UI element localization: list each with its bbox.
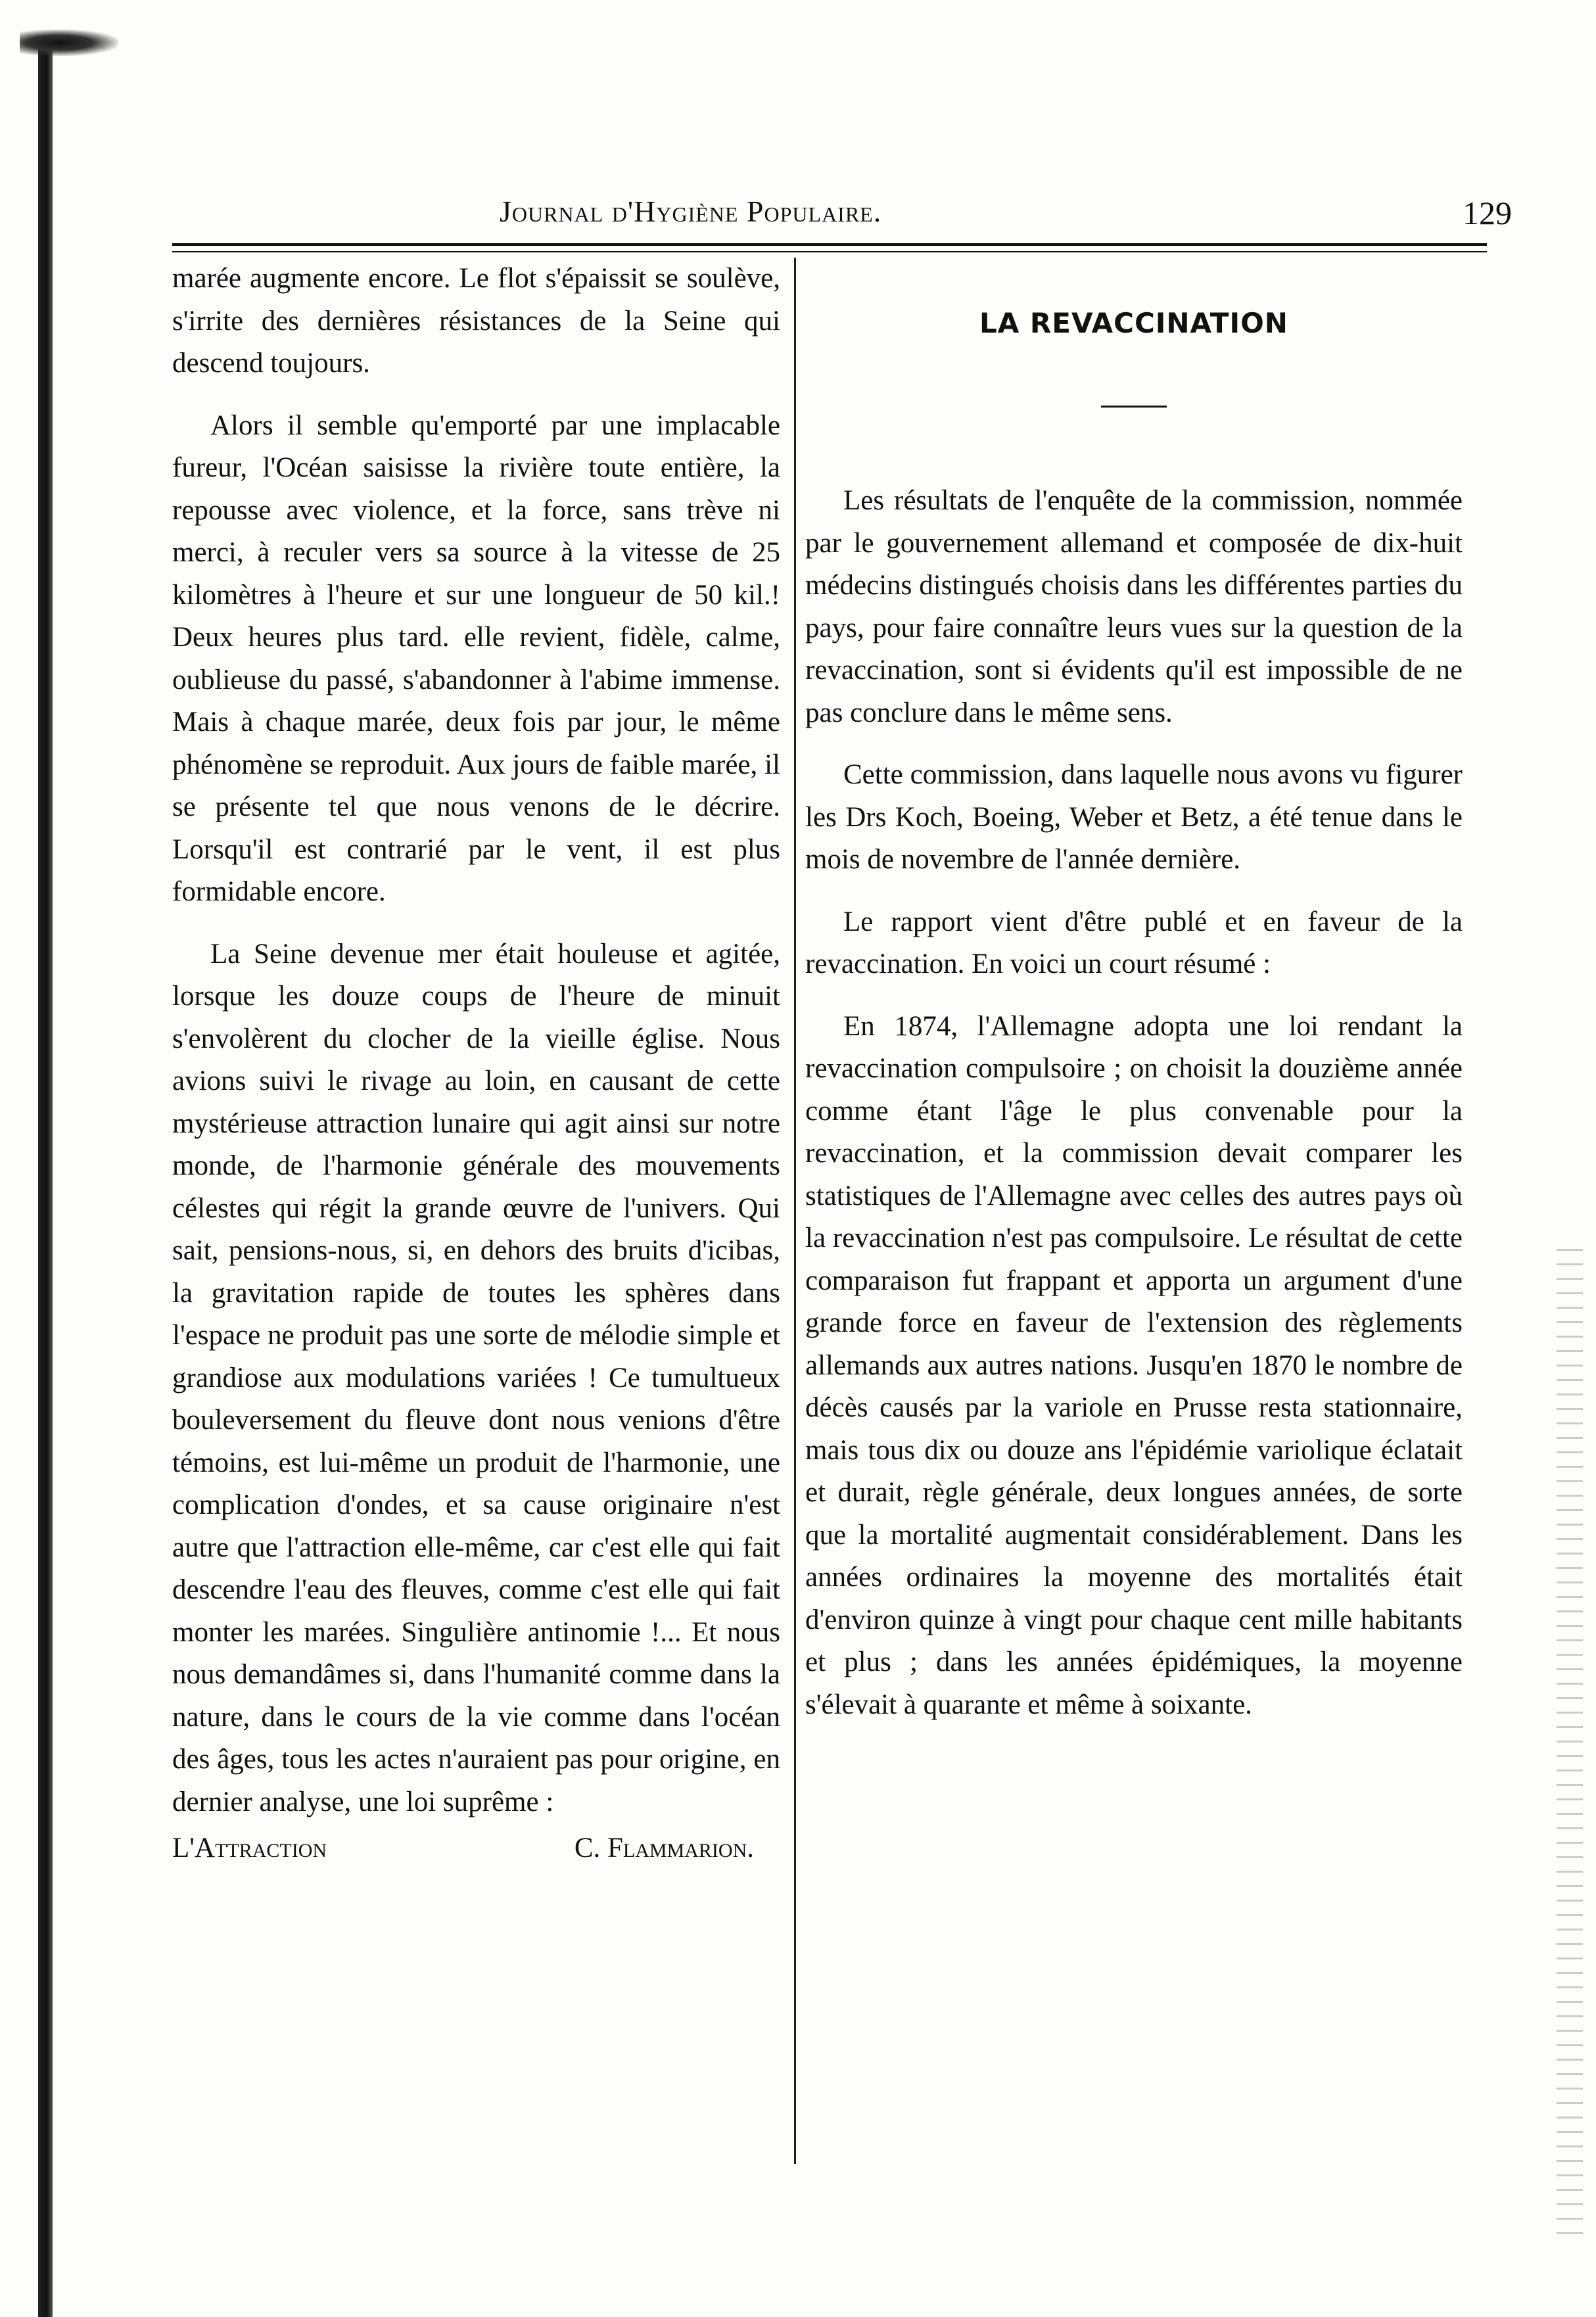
paragraph: Cette commission, dans laquelle nous avons vu figurer les Drs Koch, Boeing, Weber et Betz, a été tenue dans le mois de novembre de l'année dernière. — [805, 759, 1463, 875]
paragraph: Le rapport vient d'être publé et en faveur de la revaccination. En voici un court résumé : — [805, 906, 1463, 979]
signature-title: L'Attraction — [172, 1833, 327, 1863]
paragraph: La Seine devenue mer était houleuse et agitée, lorsque les douze coups de l'heure de minuit s'envolèrent du clocher de la vieille église. Nous avions suivi le rivage au loin, en causant de cette mystérieuse attraction lunaire qui agit ainsi sur notre monde, de l'harmonie générale des mouvements célestes qui régit la grande œuvre de l'univers. Qui sait, pensions-nous, si, en dehors des bruits d'icibas, la gravitation rapide de toutes les sphères dans l'espace ne produit pas une sorte de mélodie simple et grandiose aux modulations variées ! Ce tumultueux bouleversement du fleuve dont nous venions d'être témoins, est lui-même un produit de l'harmonie, une complication d'ondes, et sa cause originaire n'est autre que l'attraction elle-même, car c'est elle qui fait descendre l'eau des fleuves, comme c'est elle qui fait monter les marées. Singulière antinomie !... Et nous nous demandâmes si, dans l'humanité comme dans la nature, dans le cours de la vie comme dans l'océan des âges, tous les actes n'auraient pas pour origine, en dernier analyse, une loi suprême : — [172, 938, 780, 1817]
header-rule — [172, 243, 1487, 246]
page-number: 129 — [1463, 195, 1512, 231]
paragraph: Les résultats de l'enquête de la commission, nommée par le gouvernement allemand et composée de dix-huit médecins distingués choisis dans les différentes parties du pays, pour faire connaître leurs vues sur la question de la revaccination, sont si évidents qu'il est impossible de ne pas conclure dans le même sens. — [805, 485, 1463, 728]
signature-author: C. Flammarion. — [574, 1833, 754, 1863]
paragraph: Alors il semble qu'emporté par une implacable fureur, l'Océan saisisse la rivière toute entière, la repousse avec violence, et la force, sans trève ni merci, à reculer vers sa source à la vitesse de 25 kilomètres à l'heure et sur une longueur de 50 kil.! Deux heures plus tard. elle revient, fidèle, calme, oublieuse du passé, s'abandonner à l'abime immense. Mais à chaque marée, deux fois par jour, le même phénomène se reproduit. Aux jours de faible marée, il se présente tel que nous venons de le décrire. Lorsqu'il est contrarié par le vent, il est plus formidable encore. — [172, 410, 780, 907]
left-column — [172, 258, 780, 1869]
scan-specks — [1557, 1249, 1583, 2235]
paragraph: marée augmente encore. Le flot s'épaissit se soulève, s'irrite des dernières résistances de la Seine qui descend toujours. — [172, 263, 780, 379]
header-rule-thin — [172, 251, 1487, 252]
running-title: Journal d'Hygiène Populaire. — [500, 195, 882, 228]
right-column — [805, 258, 1463, 1746]
article-title: LA REVACCINATION — [979, 307, 1288, 339]
binding-ink-blot — [20, 30, 118, 56]
title-dash — [1101, 406, 1167, 408]
column-divider — [794, 258, 796, 2164]
article-signature — [172, 1827, 780, 1869]
binding-shadow — [38, 46, 53, 2317]
paragraph: En 1874, l'Allemagne adopta une loi rendant la revaccination compulsoire ; on choisit la douzième année comme étant l'âge le plus convenable pour la revaccination, et la commission devait comparer les statistiques de l'Allemagne avec celles des autres pays où la revaccination n'est pas compulsoire. Le résultat de cette comparaison fut frappant et apporta un argument d'une grande force en faveur de l'extension des règlements allemands aux autres nations. Jusqu'en 1870 le nombre de décès causés par la variole en Prusse resta stationnaire, mais tous dix ou douze ans l'épidémie variolique éclatait et durait, règle générale, deux longues années, de sorte que la mortalité augmentait considérablement. Dans les années ordinaires la moyenne des mortalités était d'environ quinze à vingt pour chaque cent mille habitants et plus ; dans les années épidémiques, la moyenne s'élevait à quarante et même à soixante. — [805, 1010, 1463, 1720]
